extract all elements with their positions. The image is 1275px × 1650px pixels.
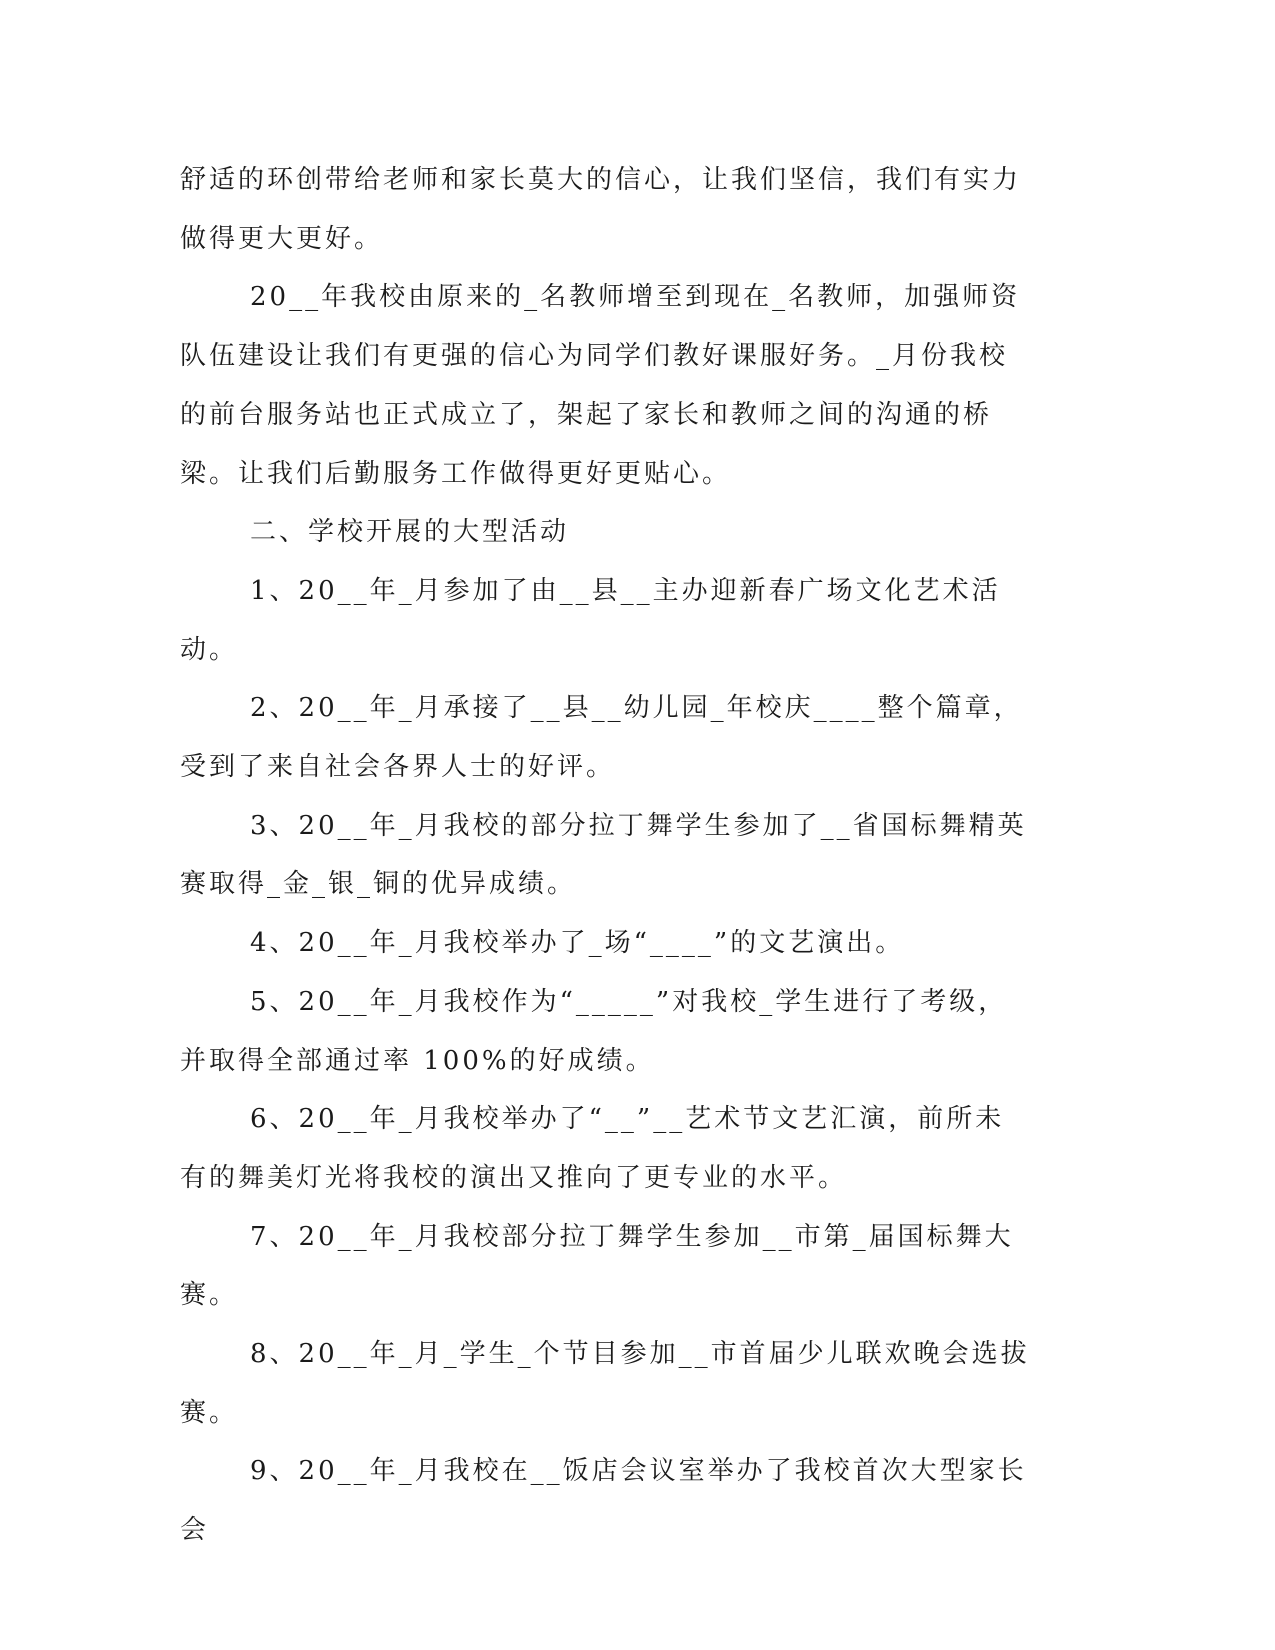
document-page: [180, 151, 1030, 1546]
section-heading: 二、学校开展的大型活动: [250, 517, 570, 548]
list-item: 2、20__年_月承接了__县__幼儿园_年校庆____整个篇章，受到了来自社会各界人士的好评。: [180, 693, 1023, 783]
list-item: 6、20__年_月我校举办了“__”__艺术节文艺汇演，前所未有的舞美灯光将我校的演出又推向了更专业的水平。: [180, 1104, 1005, 1193]
paragraph: 舒适的环创带给老师和家长莫大的信心，让我们坚信，我们有实力做得更大更好。: [180, 165, 1022, 254]
list-item: 8、20__年_月_学生_个节目参加__市首届少儿联欢晚会选拔赛。: [180, 1339, 1030, 1428]
list-item: 5、20__年_月我校作为“_____”对我校_学生进行了考级，并取得全部通过率 100%的好成绩。: [180, 986, 1008, 1076]
list-item: 7、20__年_月我校部分拉丁舞学生参加__市第_届国标舞大赛。: [180, 1221, 1014, 1311]
list-item: 4、20__年_月我校举办了_场“____”的文艺演出。: [250, 928, 905, 959]
paragraph: 20__年我校由原来的_名教师增至到现在_名教师，加强师资队伍建设让我们有更强的信心为同学们教好课服好务。_月份我校的前台服务站也正式成立了，架起了家长和教师之间的沟通的桥梁。让我们后勤服务工作做得更好更贴心。: [180, 282, 1021, 489]
list-item: 3、20__年_月我校的部分拉丁舞学生参加了__省国标舞精英赛取得_金_银_铜的优异成绩。: [180, 810, 1027, 900]
list-item: 1、20__年_月参加了由__县__主办迎新春广场文化艺术活动。: [180, 575, 1001, 665]
list-item: 9、20__年_月我校在__饭店会议室举办了我校首次大型家长会: [180, 1456, 1027, 1546]
